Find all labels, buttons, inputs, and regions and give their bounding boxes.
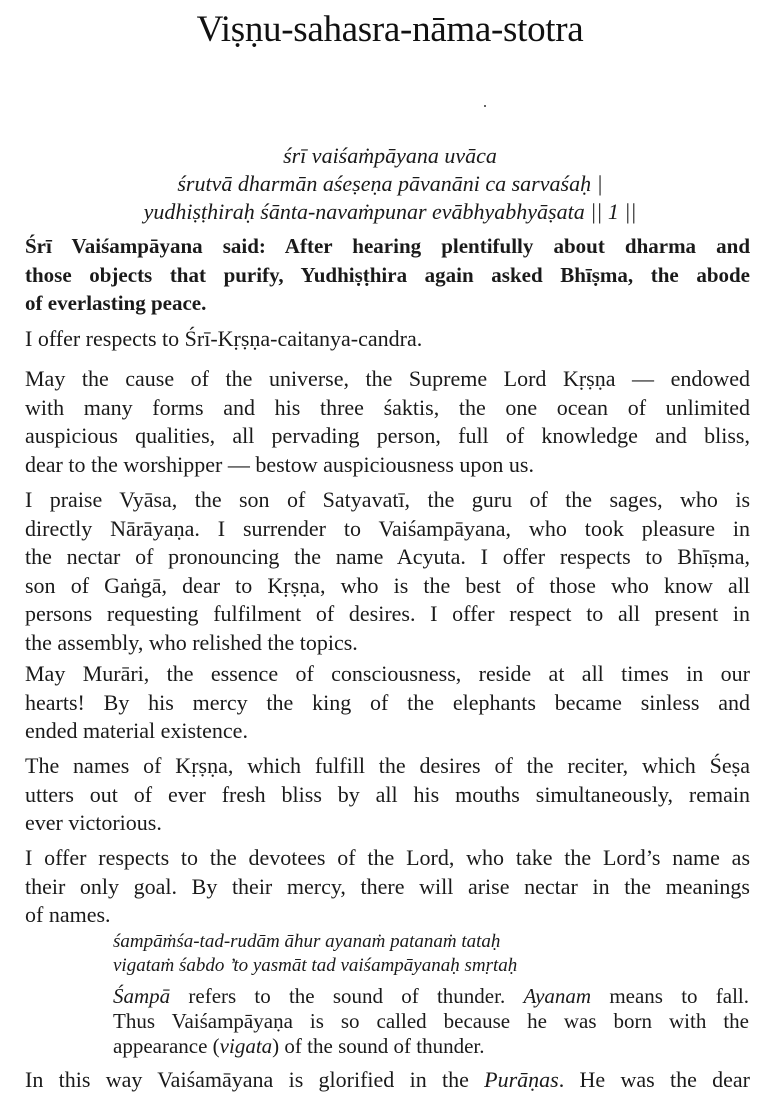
text-line: May the cause of the universe, the Supreme Lord Kṛṣṇa — endowed bbox=[25, 366, 750, 391]
paragraph bbox=[25, 844, 750, 930]
text-line: their only goal. By their mercy, there will arise nectar in the meanings bbox=[25, 873, 750, 899]
verse-line: yudhiṣṭhiraḥ śānta-navaṁpunar evābhyabhyāṣata || 1 || bbox=[143, 199, 637, 224]
paragraph bbox=[25, 365, 750, 479]
text-line: with many forms and his three śaktis, the one ocean of unlimited bbox=[25, 394, 750, 420]
text-line: of everlasting peace. bbox=[25, 291, 207, 315]
paragraph bbox=[25, 660, 750, 746]
text-line: those objects that purify, Yudhiṣṭhira again asked Bhīṣma, the abode bbox=[25, 262, 750, 287]
text-line: hearts! By his mercy the king of the elephants became sinless and bbox=[25, 689, 750, 715]
text-span: In this way Vaiśamāyana is glorified in the bbox=[25, 1067, 485, 1092]
text-line: Śrī Vaiśampāyana said: After hearing plentifully about dharma and bbox=[25, 234, 750, 258]
text-span: refers to the sound of thunder. bbox=[170, 984, 524, 1008]
page-title: Viṣṇu-sahasra-nāma-stotra bbox=[196, 9, 584, 50]
text-span: ) of the sound of thunder. bbox=[272, 1034, 485, 1058]
text-line: auspicious qualities, all pervading person, full of knowledge and bliss, bbox=[25, 423, 750, 448]
verse-line: śrutvā dharmān aśeṣeṇa pāvanāni ca sarvaśaḥ | bbox=[177, 171, 603, 196]
text-span: . He was the dear bbox=[558, 1067, 750, 1092]
text-line bbox=[25, 1066, 750, 1095]
text-line: dear to the worshipper — bestow auspiciousness upon us. bbox=[25, 451, 534, 477]
text-line: I offer respects to Śrī-Kṛṣṇa-caitanya-candra. bbox=[25, 326, 423, 351]
text-line: son of Gaṅgā, dear to Kṛṣṇa, who is the best of those who know all bbox=[25, 572, 750, 598]
text-line: persons requesting fulfilment of desires. I offer respect to all present in bbox=[25, 601, 750, 626]
verse-line: vigataṁ śabdo ’to yasmāt tad vaiśampāyanaḥ smṛtaḥ bbox=[113, 955, 518, 976]
verse-line: śampāṁśa-tad-rudām āhur ayanaṁ patanaṁ tataḥ bbox=[113, 931, 501, 952]
text-line: ended material existence. bbox=[25, 718, 248, 743]
print-speck bbox=[484, 105, 486, 107]
sub-verse bbox=[113, 930, 753, 978]
paragraph bbox=[25, 1066, 750, 1095]
term-sampa: Śampā bbox=[113, 984, 171, 1008]
sub-explanation bbox=[113, 984, 749, 1059]
text-line bbox=[113, 1034, 749, 1059]
text-line: The names of Kṛṣṇa, which fulfill the desires of the reciter, which Śeṣa bbox=[25, 753, 750, 778]
text-line: I offer respects to the devotees of the Lord, who take the Lord’s name as bbox=[25, 845, 750, 870]
text-line: Thus Vaiśampāyaṇa is so called because he was born with the bbox=[113, 1009, 749, 1033]
text-line: utters out of ever fresh bliss by all his mouths simultaneously, remain bbox=[25, 781, 750, 807]
text-line: the assembly, who relished the topics. bbox=[25, 629, 358, 655]
term-puranas: Purāṇas bbox=[484, 1067, 559, 1092]
text-line: directly Nārāyaṇa. I surrender to Vaiśampāyana, who took pleasure in bbox=[25, 515, 750, 541]
paragraph bbox=[25, 325, 750, 354]
text-line bbox=[113, 984, 749, 1009]
term-ayanam: Ayanam bbox=[523, 984, 592, 1008]
opening-verse bbox=[0, 142, 780, 226]
paragraph bbox=[25, 752, 750, 838]
text-line: ever victorious. bbox=[25, 810, 162, 835]
term-vigata: vigata bbox=[219, 1034, 273, 1058]
text-span: appearance ( bbox=[113, 1034, 220, 1058]
text-line: of names. bbox=[25, 902, 111, 927]
text-line: the nectar of pronouncing the name Acyuta. I offer respects to Bhīṣma, bbox=[25, 544, 750, 569]
translation-paragraph bbox=[25, 232, 750, 318]
paragraph bbox=[25, 486, 750, 657]
verse-line: śrī vaiśaṁpāyana uvāca bbox=[283, 143, 497, 168]
text-line: I praise Vyāsa, the son of Satyavatī, the guru of the sages, who is bbox=[25, 487, 750, 512]
text-span: means to fall. bbox=[591, 984, 749, 1008]
text-line: May Murāri, the essence of consciousness, reside at all times in our bbox=[25, 661, 750, 686]
